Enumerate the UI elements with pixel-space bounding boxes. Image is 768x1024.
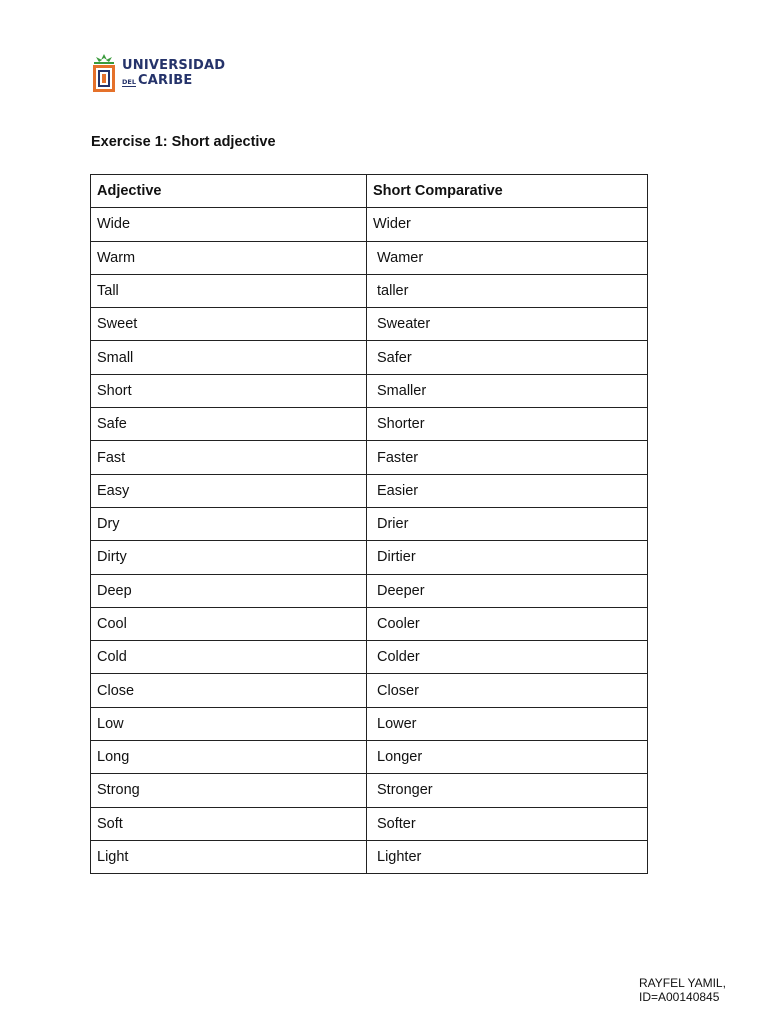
adjective-cell: Short [91, 374, 367, 407]
adjective-cell: Small [91, 341, 367, 374]
adjective-cell: Long [91, 741, 367, 774]
table-row [91, 474, 648, 507]
table-row [91, 840, 648, 873]
adjective-cell: Sweet [91, 308, 367, 341]
table-row [91, 408, 648, 441]
logo-caribe-text: CARIBE [137, 73, 193, 88]
comparative-cell: Stronger [367, 774, 648, 807]
author-footer [639, 976, 726, 1004]
logo-line-universidad: UNIVERSIDAD [122, 58, 226, 73]
adjective-cell: Wide [91, 208, 367, 241]
adjective-cell: Safe [91, 408, 367, 441]
comparative-cell: Smaller [367, 374, 648, 407]
table-row [91, 374, 648, 407]
comparative-cell: Longer [367, 741, 648, 774]
adjective-cell: Dirty [91, 541, 367, 574]
adjective-table [90, 174, 648, 874]
comparative-cell: Dirtier [367, 541, 648, 574]
column-header-adjective: Adjective [91, 175, 367, 208]
adjective-cell: Warm [91, 241, 367, 274]
table-row [91, 241, 648, 274]
table-header-row [91, 175, 648, 208]
table-row [91, 274, 648, 307]
table-row [91, 341, 648, 374]
adjective-cell: Low [91, 707, 367, 740]
adjective-cell: Light [91, 840, 367, 873]
table-row [91, 507, 648, 540]
adjective-cell: Close [91, 674, 367, 707]
adjective-cell: Easy [91, 474, 367, 507]
comparative-cell: Shorter [367, 408, 648, 441]
comparative-cell: Colder [367, 641, 648, 674]
logo-wordmark [122, 59, 225, 87]
comparative-cell: Easier [367, 474, 648, 507]
author-id: ID=A00140845 [639, 990, 720, 1004]
comparative-cell: Lighter [367, 840, 648, 873]
adjective-cell: Strong [91, 774, 367, 807]
table-row [91, 541, 648, 574]
logo-del-text: DEL [122, 77, 136, 86]
table-row [91, 208, 648, 241]
adjective-cell: Cool [91, 607, 367, 640]
logo-line-caribe [122, 74, 225, 87]
comparative-cell: Lower [367, 707, 648, 740]
comparative-cell: Faster [367, 441, 648, 474]
column-header-short-comparative: Short Comparative [367, 175, 648, 208]
adjective-cell: Soft [91, 807, 367, 840]
comparative-cell: Wider [367, 208, 648, 241]
table-row [91, 741, 648, 774]
table-row [91, 441, 648, 474]
adjective-cell: Deep [91, 574, 367, 607]
table-row [91, 607, 648, 640]
table-body [91, 208, 648, 874]
author-name: RAYFEL YAMIL, [639, 976, 726, 990]
university-logo [90, 52, 225, 94]
adjective-cell: Fast [91, 441, 367, 474]
adjective-cell: Dry [91, 507, 367, 540]
comparative-cell: Safer [367, 341, 648, 374]
table-row [91, 707, 648, 740]
table-row [91, 574, 648, 607]
comparative-cell: Softer [367, 807, 648, 840]
adjective-cell: Cold [91, 641, 367, 674]
table-row [91, 308, 648, 341]
university-crest-icon [90, 52, 118, 94]
comparative-cell: Sweater [367, 308, 648, 341]
table-row [91, 774, 648, 807]
adjective-cell: Tall [91, 274, 367, 307]
comparative-cell: taller [367, 274, 648, 307]
comparative-cell: Cooler [367, 607, 648, 640]
table-row [91, 674, 648, 707]
exercise-title: Exercise 1: Short adjective [91, 134, 276, 150]
comparative-cell: Drier [367, 507, 648, 540]
comparative-cell: Closer [367, 674, 648, 707]
table-row [91, 807, 648, 840]
table-row [91, 641, 648, 674]
comparative-cell: Deeper [367, 574, 648, 607]
comparative-cell: Wamer [367, 241, 648, 274]
